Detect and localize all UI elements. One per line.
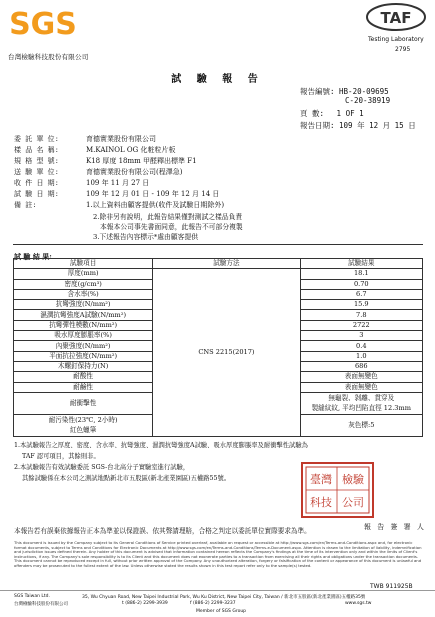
footer-company: SGS Taiwan Ltd. [14,594,50,599]
row-result: 0.4 [300,341,422,351]
row-item: 木螺釘保持力(N) [14,361,153,371]
info-key: 規 格 型 號: [14,157,60,165]
taf-label: Testing Laboratory [368,36,424,43]
row-result-multiline: 無龜裂、剝離、貫穿及 製縫紋紋, 平均凹陷直徑 12.3mm [300,392,422,414]
info-row-received [14,178,149,188]
info-value: 1.以上資料由顧客提供(收件及試驗日期除外) [86,201,225,209]
taf-number: 2795 [395,46,411,53]
row-result: 表面無變色 [300,382,422,392]
table-header-row [14,259,423,269]
info-value: 109 年 11 月 27 日 [86,179,150,187]
info-value: K18 厚度 18mm 甲醛釋出標準 F1 [86,157,197,165]
footer-fax: f (886-2) 2299-3237 [190,601,236,606]
info-key: 委 託 單 位: [14,135,60,143]
info-value: 育德實業股份有限公司 [86,135,156,143]
footer-member: Member of SGS Group [196,609,247,614]
row-item: 吸水厚度膨脹率(%) [14,331,153,341]
company-seal [300,461,375,519]
sgs-subtitle: 台灣檢驗科技股份有限公司 [8,53,89,61]
info-key: 送 驗 單 位: [14,168,60,176]
results-label: 試 驗 結 果: [14,252,52,261]
divider [13,244,423,245]
header-method: 試驗方法 [153,259,300,269]
svg-text:臺灣: 臺灣 [310,473,332,486]
report-number-label: 報告編號: [300,87,335,96]
row-result: 0.70 [300,279,422,289]
row-item: 耐酸性 [14,372,153,382]
row-item: 含水率(%) [14,289,153,299]
row-item: 厚度(mm) [14,269,153,279]
taf-logo [365,2,427,32]
info-value: 育德實業股份有限公司(程澤急) [86,168,183,176]
info-row-spec [14,156,197,166]
row-result: 686 [300,361,422,371]
date-label: 報告日期: [300,121,335,130]
row-result: 18.1 [300,269,422,279]
row-result: 3 [300,331,422,341]
report-number-1: HB-20-09695 [339,87,389,96]
footer-company-zh: 台灣檢驗科技股份有限公司 [14,602,68,607]
info-row-client [14,134,156,144]
table-row [14,269,423,279]
remark-2b: 本報本公司事先書面同意，此報告不可部分複製 [100,223,243,231]
row-item: 耐衝擊性 [14,392,153,414]
row-result: 1.0 [300,351,422,361]
footer-statement: 本報告若有誤棄依據報告正本為準並以保證誤、依其聲請理賠，合格之判定以委託單位實際要求為準。 [14,527,311,535]
fine-print: This document is issued by the Company subject to its General Conditions of Service printed overleaf, available on request or accessible at http://www.sgs.com/en/Terms-and-Conditions.aspx and, for electronic format documents, subject to Terms and Conditions for Electronic Documents at http://www.sgs.com/en/Terms-and-Conditions/Terms-e-Document.aspx. Attention is drawn to the limitation of liability, indemnification and jurisdiction issues defined therein. Any holder of this document is advised that information contained hereon reflects the Company's findings at the time of its intervention only and within the limits of Client's instructions, if any. The Company's sole responsibility is to its Client and this document does not exonerate parties to a transaction from exercising all their rights and obligations under the transaction documents. This document cannot be reproduced except in full, without prior written approval of the Company. Any unauthorized alteration, forgery or falsification of the content or appearance of this document is unlawful and offenders may be prosecuted to the fullest extent of the law. Unless otherwise stated the results shown in this test report refer only to the sample(s) tested. [14,540,422,568]
row-item: 抗彎強度(N/mm²) [14,300,153,310]
results-table [13,258,423,437]
row-result: 2722 [300,320,422,330]
footer-code: TWB 911925B [370,583,413,590]
info-value: 109 年 12 月 01 日 - 109 年 12 月 14 日 [86,190,220,198]
info-row-submitter [14,167,182,177]
page-label: 頁 數: [300,109,325,118]
page-value: 1 OF 1 [336,109,364,118]
info-key: 試 驗 日 期: [14,190,60,198]
method-cell: CNS 2215(2017) [153,269,300,437]
note-2b: 其餘試驗係在本公司之測試地點新北市五股區(新北產業園區)五權路55號。 [22,475,231,482]
svg-text:檢驗: 檢驗 [342,473,364,486]
report-number-2: C-20-38919 [345,96,391,105]
date-row [300,120,416,131]
row-item-multiline: 耐污染性(23℃, 2小時) 紅色蠟筆 [14,414,153,436]
info-key: 樣 品 名 稱: [14,146,60,154]
info-key: 備 註: [14,201,37,209]
info-key: 收 件 日 期: [14,179,60,187]
row-item: 密度(g/cm³) [14,279,153,289]
sgs-logo [8,4,78,42]
note-2: 2.本試驗報告有效試驗委託 SGS-台北高分子實驗室進行試驗， [14,464,190,471]
row-result: 15.9 [300,300,422,310]
note-1b: TAF 認可項目，其餘則非。 [22,453,100,460]
svg-text:公司: 公司 [342,496,364,509]
row-result: 表面無變色 [300,372,422,382]
header-result: 試驗結果 [300,259,422,269]
row-result: 6.7 [300,289,422,299]
footer-tel: t (886-2) 2299-3939 [122,601,168,606]
row-item: 內聚強度(N/mm²) [14,341,153,351]
info-row-remarks [14,200,224,210]
date-value: 109 年 12 月 15 日 [339,121,416,130]
row-item: 平面抗拉強度(N/mm²) [14,351,153,361]
svg-text:科技: 科技 [310,496,332,509]
signatory-label: 報 告 簽 署 人 [364,523,426,531]
remark-2: 2.除非另有說明，此報告結果僅對測試之樣品負責 [93,213,243,221]
page-row [300,108,364,119]
header-item: 試驗項目 [14,259,153,269]
row-result: 7.8 [300,310,422,320]
footer-web: www.sgs.tw [345,601,372,606]
info-value: M.KAINOL OG 化粧粒片板 [86,146,176,154]
remark-3: 3.下述報告內容標示*處由顧客提供 [93,233,199,241]
footer-divider [0,590,435,591]
info-row-test-date [14,189,219,199]
sgs-logo-text: SGS [9,7,77,42]
taf-logo-text: TAF [380,9,412,27]
row-item: 耐鹼性 [14,382,153,392]
report-title: 試 驗 報 告 [171,74,264,85]
note-1: 1.本試驗報告之厚度、密度、含水率、抗彎強度、濕潤抗彎強度A試驗、吸水厚度膨脹率及耐衝擊性試驗為 [14,442,308,449]
footer-address: 35, Wu Chyuan Road, New Taipei Industrial Park, Wu Ku District, New Taipei City, Taiwan / 新北市五股區(新北產業園區)五權路35號 [82,595,366,600]
info-row-sample [14,145,175,155]
row-item: 抗彎彈性模數(N/mm²) [14,320,153,330]
row-result: 灰色標:5 [300,414,422,436]
row-item: 濕潤抗彎強度A試驗(N/mm²) [14,310,153,320]
